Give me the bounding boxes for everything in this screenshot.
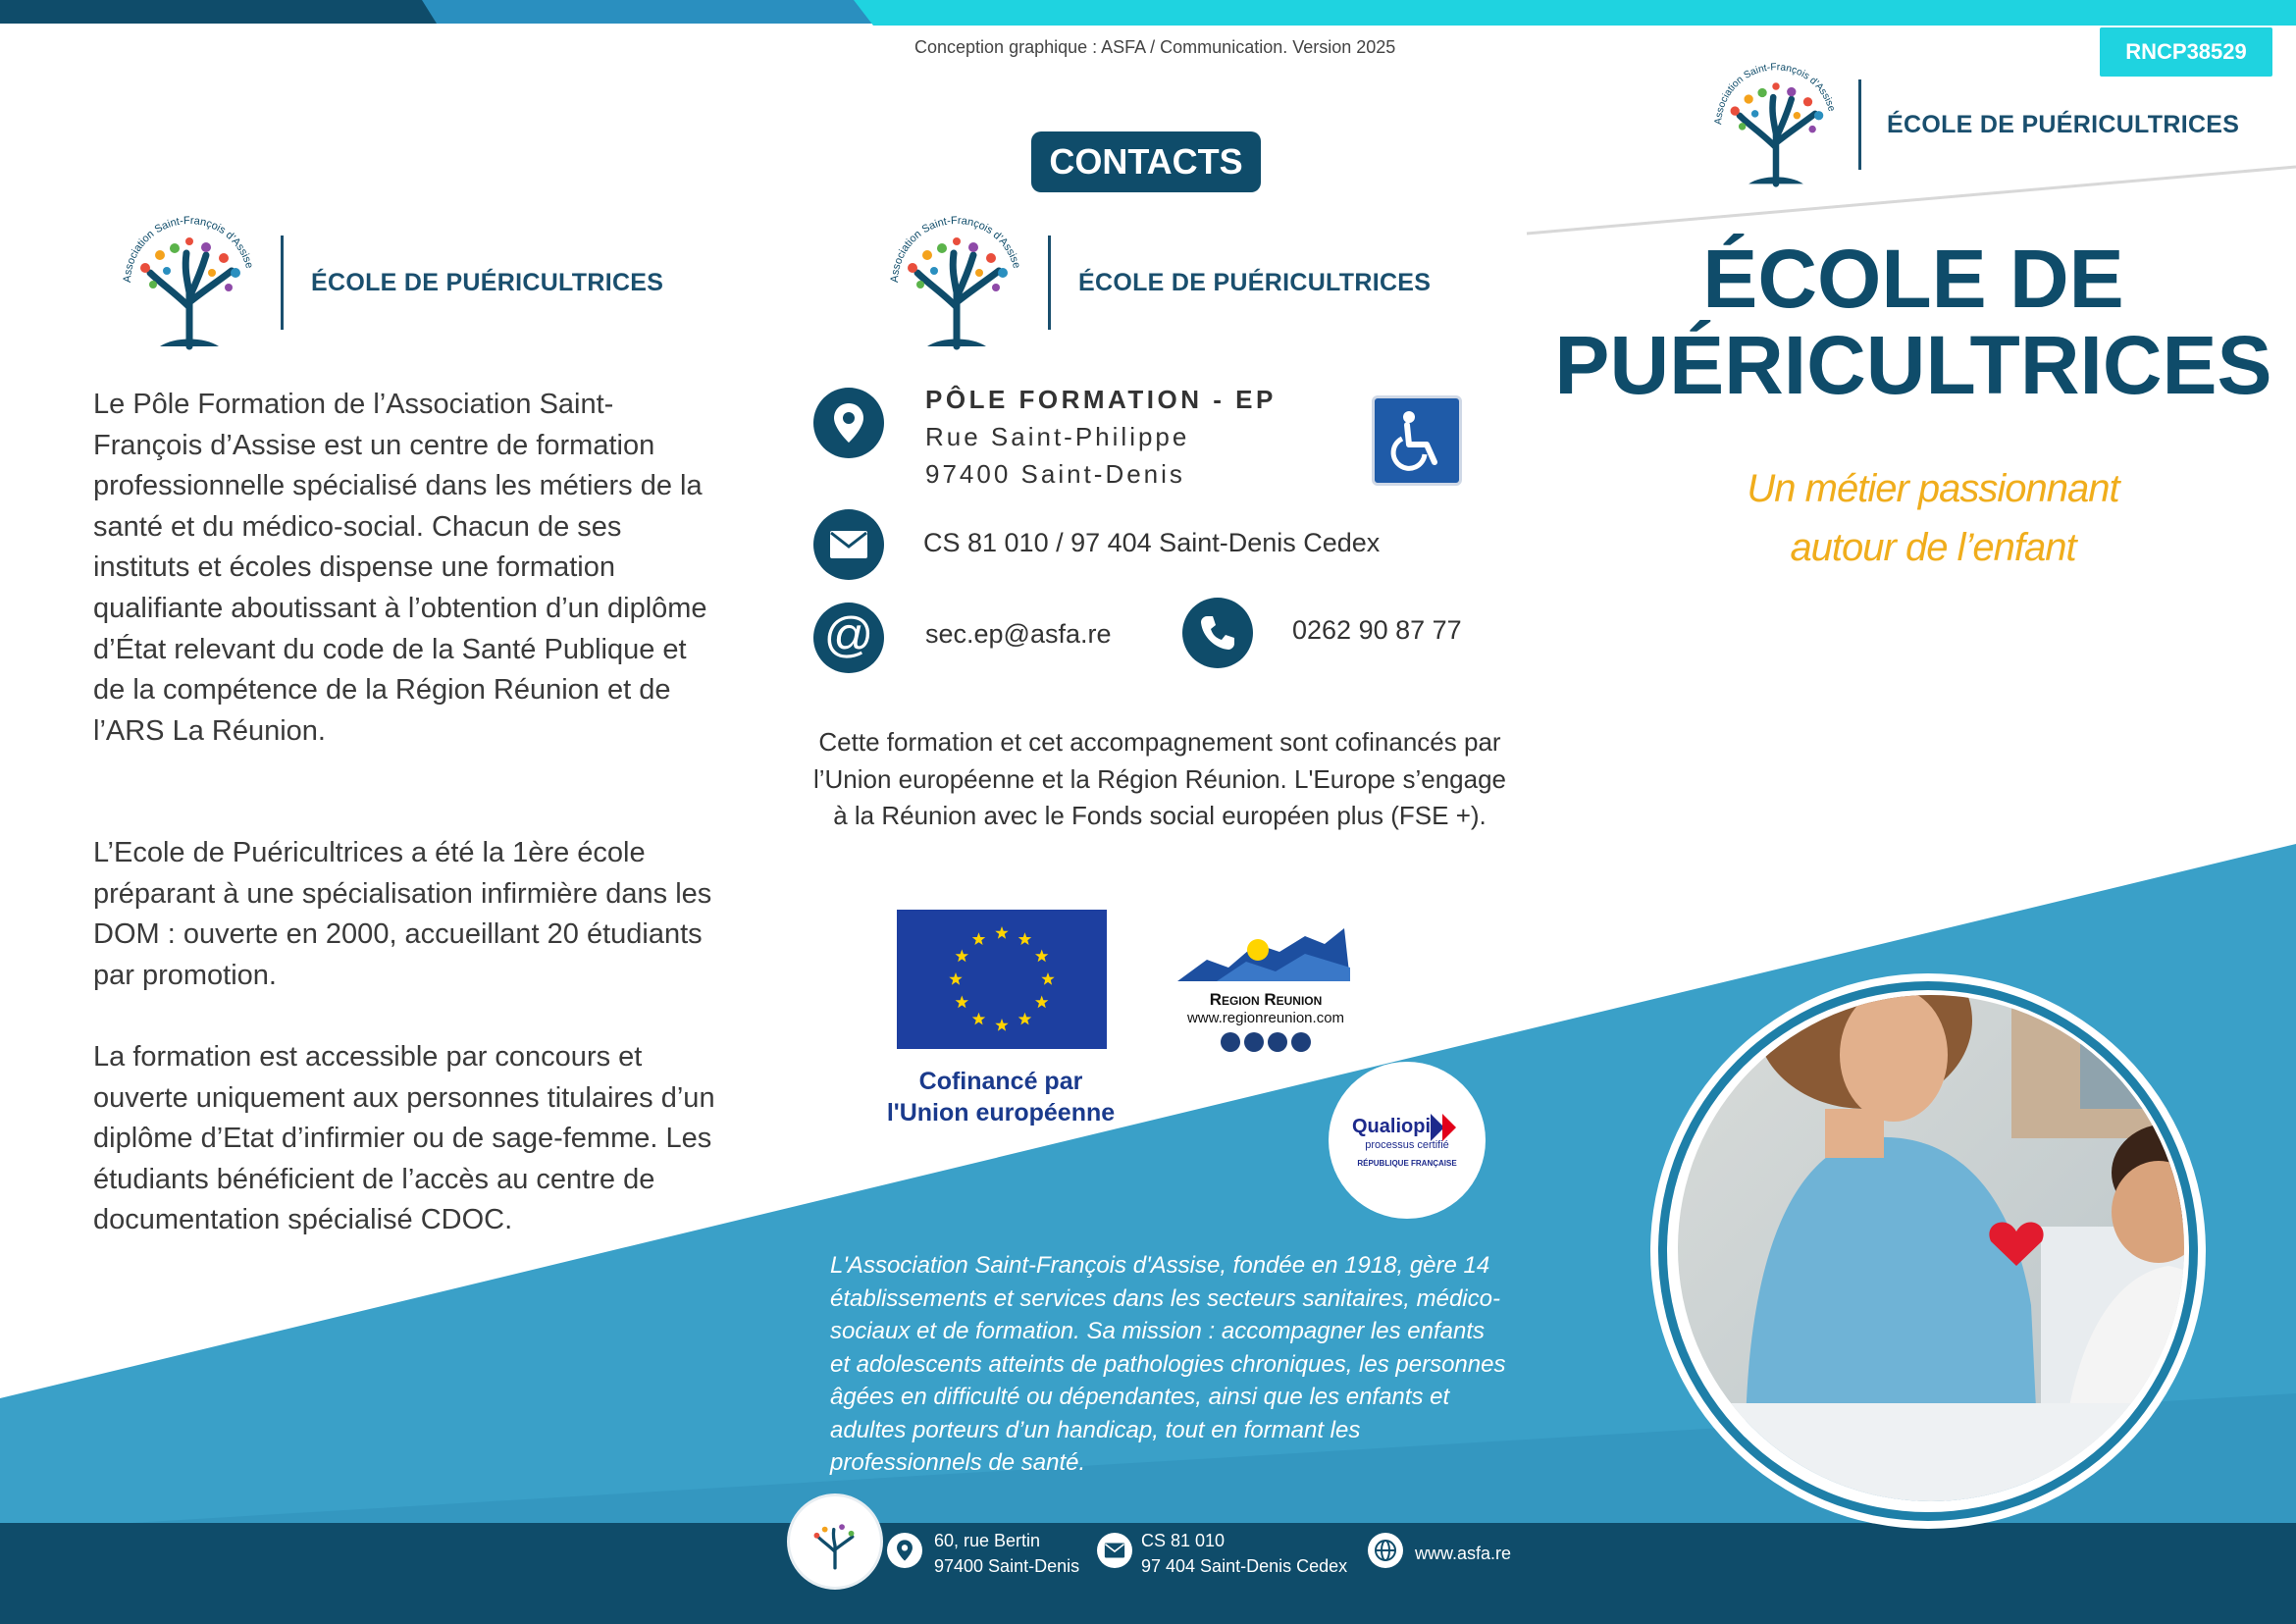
pole-title: PÔLE FORMATION - EP <box>925 385 1277 414</box>
logo-divider <box>1048 236 1051 330</box>
cover-title: ÉCOLE DE PUÉRICULTRICES <box>1554 233 2272 411</box>
pole-address <box>925 381 1277 493</box>
pole-city: 97400 Saint-Denis <box>925 459 1185 489</box>
logo-school-name: ÉCOLE DE PUÉRICULTRICES <box>311 268 664 296</box>
footer-address: 60, rue Bertin 97400 Saint-Denis <box>934 1531 1080 1576</box>
location-pin-icon <box>813 388 884 458</box>
school-logo-middle <box>883 214 1431 351</box>
email-link[interactable]: sec.ep@asfa.re <box>925 619 1112 649</box>
tree-logo-icon <box>1707 61 1845 188</box>
eu-cofinancing-caption: Cofinancé par l'Union européenne <box>886 1068 1116 1126</box>
logo-school-name: ÉCOLE DE PUÉRICULTRICES <box>1887 110 2240 138</box>
cofinancing-text: Cette formation et cet accompagnement sont cofinancés par l’Union européenne et la Région Réunion. L'Europe s’engage à la Réunion avec le Fonds social européen plus (FSE +). <box>812 727 1507 830</box>
footer-mail-icon <box>1097 1533 1132 1568</box>
logo-divider <box>281 236 284 330</box>
tree-logo-icon <box>805 1511 865 1572</box>
at-sign-icon: @ <box>813 602 884 673</box>
access-paragraph: La formation est accessible par concours et ouverte uniquement aux personnes titulaires d’un diplôme d’Etat d’infirmier ou de sage-femme. Les étudiants bénéficient de l’accès au centre de documentation spécialisé CDOC. <box>93 1041 715 1236</box>
association-description: L'Association Saint-François d'Assise, fondée en 1918, gère 14 établissements et services dans les secteurs sanitaires, médico-sociaux et de formation. Sa mission : accompagner les enfants et adolescents atteints de pathologies chroniques, les personnes âgées en difficulté ou dépendantes, ainsi que les enfants et adultes porteurs d’un handicap, tout en formant les professionnels de santé. <box>830 1252 1506 1476</box>
svg-text:Association Saint-François d'A: Association Saint-François d'Assise <box>888 214 1023 284</box>
instagram-icon[interactable] <box>1268 1032 1287 1052</box>
contacts-heading: CONTACTS <box>1031 131 1261 192</box>
svg-text:Association Saint-François d'A: Association Saint-François d'Assise <box>1713 62 1837 126</box>
pole-street: Rue Saint-Philippe <box>925 422 1190 451</box>
cover-subtitle: Un métier passionnant autour de l’enfant <box>1747 467 2119 569</box>
postal-address: CS 81 010 / 97 404 Saint-Denis Cedex <box>923 528 1381 557</box>
qualiopi-badge: Qualiopi processus certifié RÉPUBLIQUE FRANÇAISE <box>1329 1062 1486 1219</box>
footer-location-icon <box>887 1533 922 1568</box>
app-icon[interactable] <box>1291 1032 1311 1052</box>
qualiopi-arrows-icon <box>1431 1114 1462 1141</box>
logo-school-name: ÉCOLE DE PUÉRICULTRICES <box>1078 268 1432 296</box>
logo-divider <box>1858 79 1861 170</box>
school-logo-left <box>116 214 663 351</box>
rncp-badge: RNCP38529 <box>2100 27 2272 77</box>
region-reunion-logo: Region Reunion www.regionreunion.com <box>1177 922 1354 1052</box>
x-twitter-icon[interactable] <box>1244 1032 1264 1052</box>
history-paragraph: L’Ecole de Puéricultrices a été la 1ère école préparant à une spécialisation infirmière dans les DOM : ouverte en 2000, accueillant 20 étudiants par promotion. <box>93 837 712 991</box>
mail-envelope-icon <box>813 509 884 580</box>
footer-association-logo <box>787 1493 883 1590</box>
phone-icon <box>1182 598 1253 668</box>
footer-website-link[interactable]: www.asfa.re <box>1415 1544 1512 1563</box>
facebook-icon[interactable] <box>1221 1032 1240 1052</box>
tree-logo-icon <box>116 214 263 351</box>
svg-text:Association Saint-François d'A: Association Saint-François d'Assise <box>121 214 256 284</box>
wheelchair-accessibility-icon <box>1372 395 1462 486</box>
eu-flag-icon <box>897 910 1107 1049</box>
phone-number[interactable]: 0262 90 87 77 <box>1292 615 1462 645</box>
footer-postal: CS 81 010 97 404 Saint-Denis Cedex <box>1141 1531 1348 1576</box>
intro-paragraph: Le Pôle Formation de l’Association Saint-François d’Assise est un centre de formation professionnelle spécialisé dans les métiers de la santé et du médico-social. Chacun de ses instituts et écoles dispense une formation qualifiante aboutissant à l’obtention d’un diplôme d’État relevant du code de la Santé Publique et de la compétence de la Région Réunion et de l’ARS La Réunion. <box>93 389 707 747</box>
tree-logo-icon <box>883 214 1030 351</box>
school-logo-right <box>1707 61 2239 188</box>
region-reunion-mountain-icon <box>1177 922 1350 987</box>
footer-globe-icon <box>1368 1533 1403 1568</box>
